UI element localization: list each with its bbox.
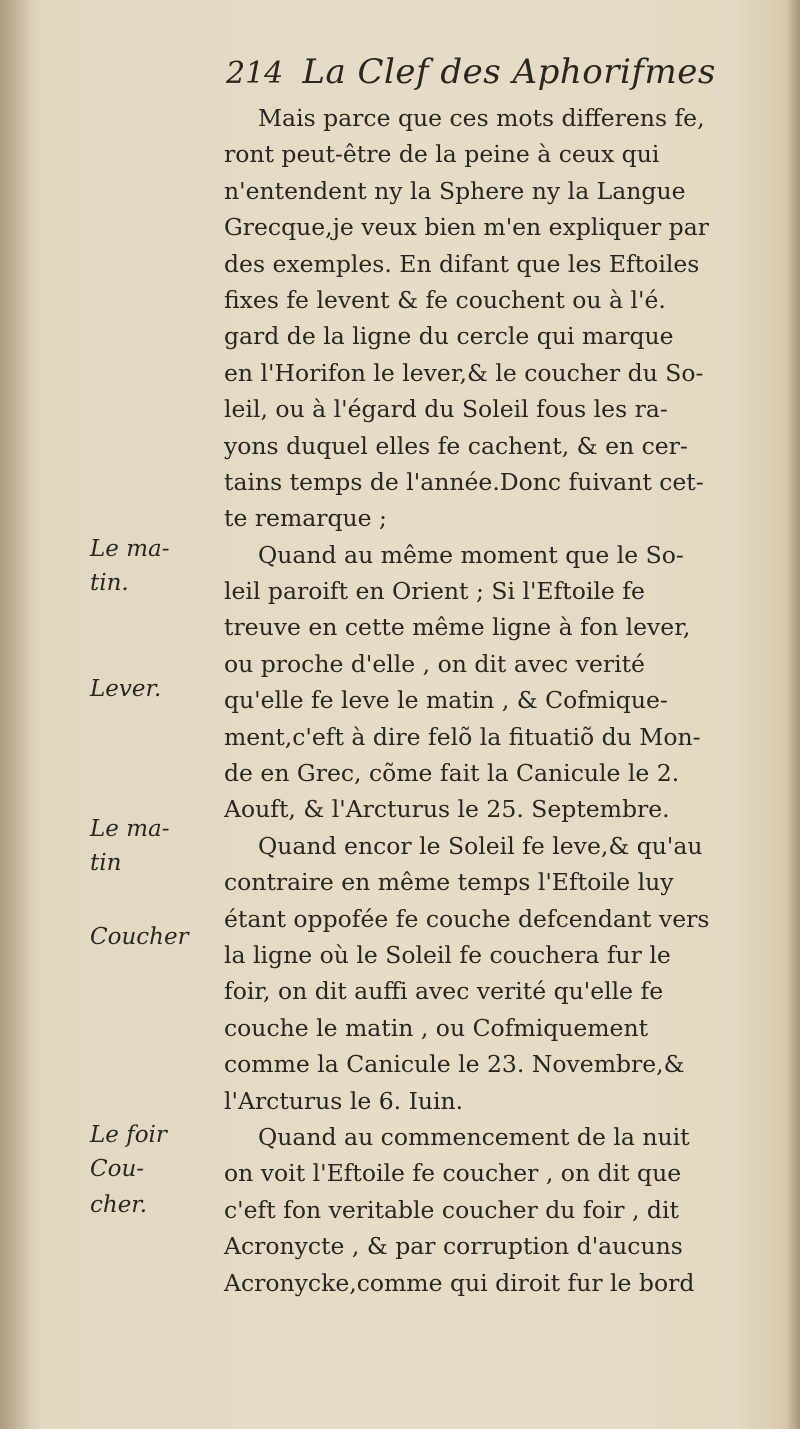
margin-note: Cou- [90,1156,145,1182]
text-line: ment,c'eft à dire felõ la fituatiõ du Mon- [224,722,701,751]
page-edge-shadow [786,0,800,1429]
running-head [226,52,756,102]
text-line: Quand au même moment que le So- [258,540,684,569]
text-line: Acronycke,comme qui diroit fur le bord [224,1268,695,1297]
text-line: Mais parce que ces mots differens fe, [258,104,705,132]
text-line: Quand encor le Soleil fe leve,& qu'au [258,831,703,860]
margin-notes [0,0,220,1429]
text-line: treuve en cette même ligne à fon lever, [224,613,691,642]
text-line: l'Arcturus le 6. Iuin. [224,1086,464,1115]
text-line: leil, ou à l'égard du Soleil fous les ra- [224,395,668,424]
text-line: c'eft fon veritable coucher du foir , dit [224,1195,679,1224]
margin-note: tin [90,850,122,876]
text-line: en l'Horifon le lever,& le coucher du So- [224,358,704,387]
margin-note: tin. [90,570,129,596]
text-line: ront peut-être de la peine à ceux qui [224,140,660,169]
running-title: La Clef des Aphorifmes [302,52,716,92]
margin-note: cher. [90,1192,148,1218]
text-line: des exemples. En difant que les Eftoiles [224,249,700,278]
text-line: leil paroift en Orient ; Si l'Eftoile fe [224,577,645,606]
margin-note: Le ma- [90,816,170,842]
text-line: Grecque,je veux bien m'en expliquer par [224,213,709,242]
text-line: gard de la ligne du cercle qui marque [224,322,674,351]
text-line: contraire en même temps l'Eftoile luy [224,868,674,897]
text-line: yons duquel elles fe cachent, & en cer- [224,431,688,460]
text-line: tains temps de l'année.Donc fuivant cet- [224,467,704,496]
text-line: te remarque ; [224,504,387,533]
margin-note: Le ma- [90,536,170,562]
text-line: ou proche d'elle , on dit avec verité [224,649,645,678]
margin-note: Coucher [90,924,189,950]
text-line: n'entendent ny la Sphere ny la Langue [224,176,686,205]
text-line: de en Grec, cõme fait la Canicule le 2. [224,759,680,788]
text-line: Quand au commencement de la nuit [258,1122,690,1151]
text-line: couche le matin , ou Cofmiquement [224,1013,649,1042]
margin-note: Lever. [90,676,162,702]
text-line: comme la Canicule le 23. Novembre,& [224,1050,685,1079]
text-line: fixes fe levent & fe couchent ou à l'é. [224,285,666,314]
text-line: la ligne où le Soleil fe couchera fur le [224,940,671,969]
body-text [224,100,772,1301]
margin-note: Le foir [90,1122,167,1148]
text-line: Acronycte , & par corruption d'aucuns [224,1232,683,1261]
text-line: foir, on dit auffi avec verité qu'elle fe [224,977,664,1006]
text-line: on voit l'Eftoile fe coucher , on dit que [224,1159,682,1188]
page-number: 214 [226,56,284,91]
text-line: Aouft, & l'Arcturus le 25. Septembre. [224,795,670,824]
text-line: étant oppofée fe couche defcendant vers [224,904,710,933]
text-line: qu'elle fe leve le matin , & Cofmique- [224,686,668,715]
